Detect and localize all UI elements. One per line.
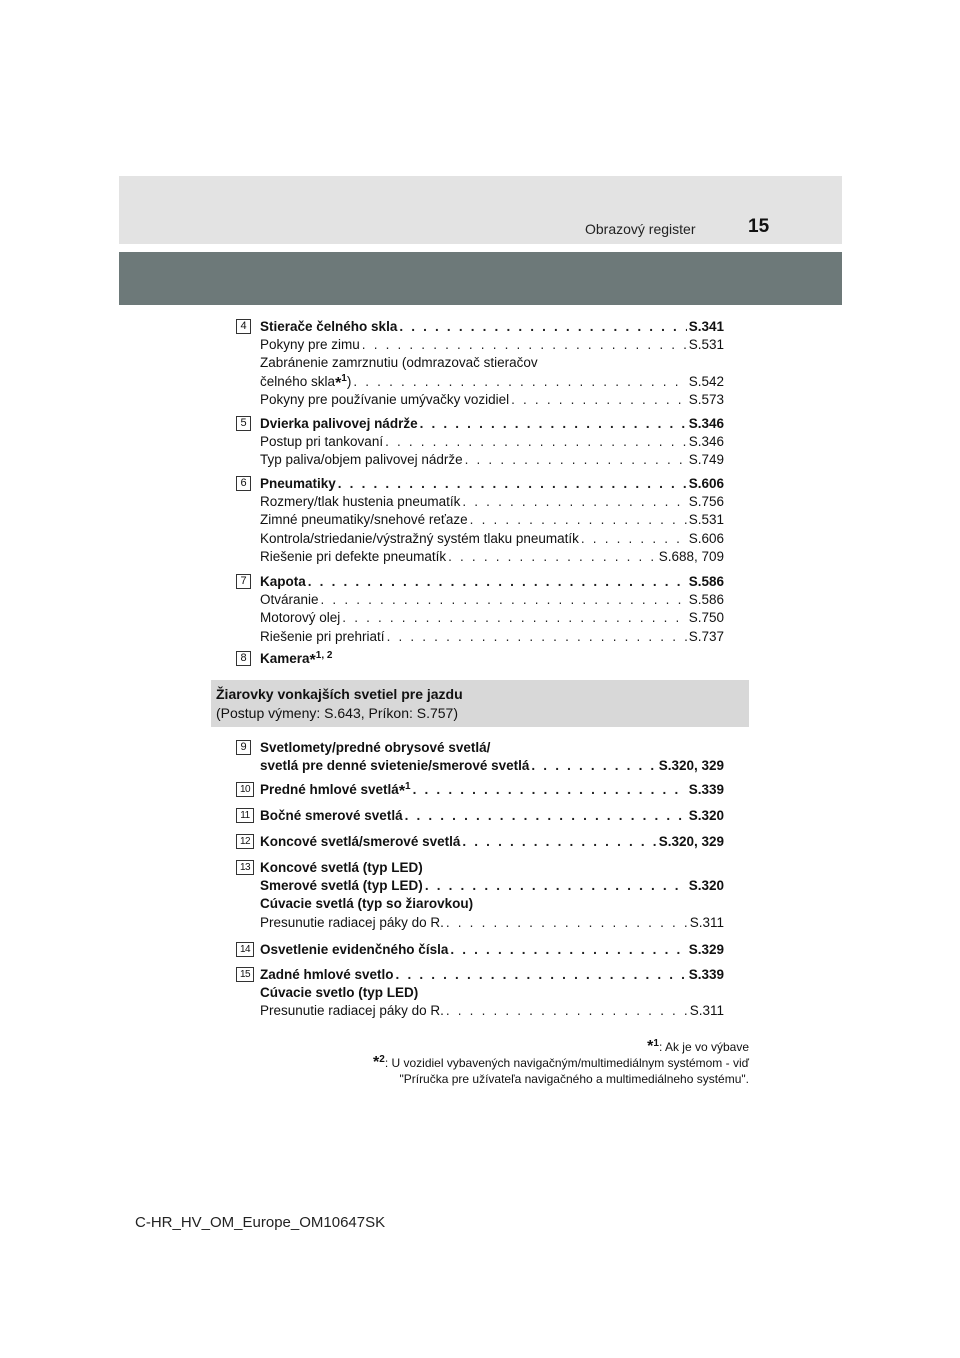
- callout-badge: 4: [236, 319, 251, 334]
- section-13: [236, 859, 724, 932]
- index-entry: Motorový olej . . . S.750: [260, 609, 724, 627]
- bulbs-title: Žiarovky vonkajších svetiel pre jazdu: [216, 686, 463, 702]
- footnote-2-cont: "Príručka pre užívateľa navigačného a multimediálneho systému".: [399, 1072, 749, 1086]
- index-entry: Predné hmlové svetlá*$^1$ . . . S.339: [260, 781, 724, 799]
- index-entry: Otváranie . . . S.586: [260, 591, 724, 609]
- section-15: [236, 966, 724, 1021]
- header-strip: [119, 176, 842, 244]
- document-code: C-HR_HV_OM_Europe_OM10647SK: [135, 1214, 386, 1231]
- section-10: [236, 781, 724, 799]
- index-entry: Bočné smerové svetlá . . . S.320: [260, 807, 724, 825]
- section-14: [236, 941, 724, 959]
- header-band: [119, 252, 842, 305]
- index-entry: Typ paliva/objem palivovej nádrže . . . S.749: [260, 451, 724, 469]
- footnote-1: *$^1$: Ak je vo výbave: [647, 1038, 749, 1055]
- index-entry: Zadné hmlové svetlo . . . S.339: [260, 966, 724, 984]
- index-entry: Rozmery/tlak hustenia pneumatík . . . S.756: [260, 493, 724, 511]
- section-8: [236, 650, 724, 668]
- page-number: 15: [748, 216, 770, 237]
- index-entry: Osvetlenie evidenčného čísla . . . S.329: [260, 941, 724, 959]
- index-entry: Cúvacie svetlá (typ so žiarovkou): [260, 896, 474, 912]
- callout-badge: 6: [236, 476, 251, 491]
- index-entry: Stierače čelného skla . . . S.341: [260, 318, 724, 336]
- page-header-title: Obrazový register: [585, 221, 696, 237]
- index-entry: Koncové svetlá (typ LED): [260, 860, 423, 875]
- section-11: [236, 807, 724, 825]
- index-entry: Pneumatiky . . . S.606: [260, 475, 724, 493]
- footnote-2: *$^2$: U vozidiel vybavených navigačným/multimediálnym systémom - viď: [373, 1054, 749, 1071]
- index-entry: Riešenie pri defekte pneumatík . . . S.688, 709: [260, 548, 724, 566]
- section-12: [236, 833, 724, 851]
- section-5: [236, 415, 724, 470]
- callout-badge: 9: [236, 740, 251, 755]
- callout-badge: 13: [236, 860, 254, 875]
- index-entry: Kapota . . . S.586: [260, 573, 724, 591]
- index-entry: čelného skla*$^1$) . . . S.542: [260, 373, 724, 391]
- index-entry: Pokyny pre používanie umývačky vozidiel . . . S.573: [260, 391, 724, 409]
- section-7: [236, 573, 724, 646]
- callout-badge: 8: [236, 651, 251, 666]
- index-entry: Dvierka palivovej nádrže . . . S.346: [260, 415, 724, 433]
- callout-badge: 11: [236, 808, 254, 823]
- section-9: [236, 739, 724, 775]
- section-4: [236, 318, 724, 409]
- index-entry: Cúvacie svetlo (typ LED): [260, 985, 419, 1001]
- index-entry: Pokyny pre zimu . . . S.531: [260, 336, 724, 354]
- callout-badge: 10: [236, 782, 254, 797]
- callout-badge: 12: [236, 834, 254, 849]
- bulbs-subtitle: (Postup výmeny: S.643, Príkon: S.757): [216, 705, 459, 721]
- callout-badge: 7: [236, 574, 251, 589]
- index-entry: Presunutie radiacej páky do R. . . . S.311: [260, 1002, 724, 1020]
- callout-badge: 5: [236, 416, 251, 431]
- index-entry: Kamera*$^{1, 2}$: [260, 650, 333, 669]
- index-entry: Presunutie radiacej páky do R. . . . S.311: [260, 914, 724, 932]
- index-entry: Postup pri tankovaní . . . S.346: [260, 433, 724, 451]
- index-entry: Svetlomety/predné obrysové svetlá/: [260, 740, 491, 755]
- index-entry: Smerové svetlá (typ LED) . . . S.320: [260, 877, 724, 895]
- index-entry: Riešenie pri prehriatí . . . S.737: [260, 628, 724, 646]
- index-entry: Zimné pneumatiky/snehové reťaze . . . S.531: [260, 511, 724, 529]
- section-6: [236, 475, 724, 566]
- callout-badge: 14: [236, 942, 254, 957]
- footnotes: [373, 1039, 749, 1087]
- bulbs-section-header: [211, 680, 749, 727]
- callout-badge: 15: [236, 967, 254, 982]
- index-entry: Kontrola/striedanie/výstražný systém tlaku pneumatík . . . S.606: [260, 530, 724, 548]
- index-entry: Zabránenie zamrznutiu (odmrazovač stieračov: [260, 355, 538, 371]
- index-entry: svetlá pre denné svietenie/smerové svetlá . . . S.320, 329: [260, 757, 724, 775]
- index-entry: Koncové svetlá/smerové svetlá . . . S.320, 329: [260, 833, 724, 851]
